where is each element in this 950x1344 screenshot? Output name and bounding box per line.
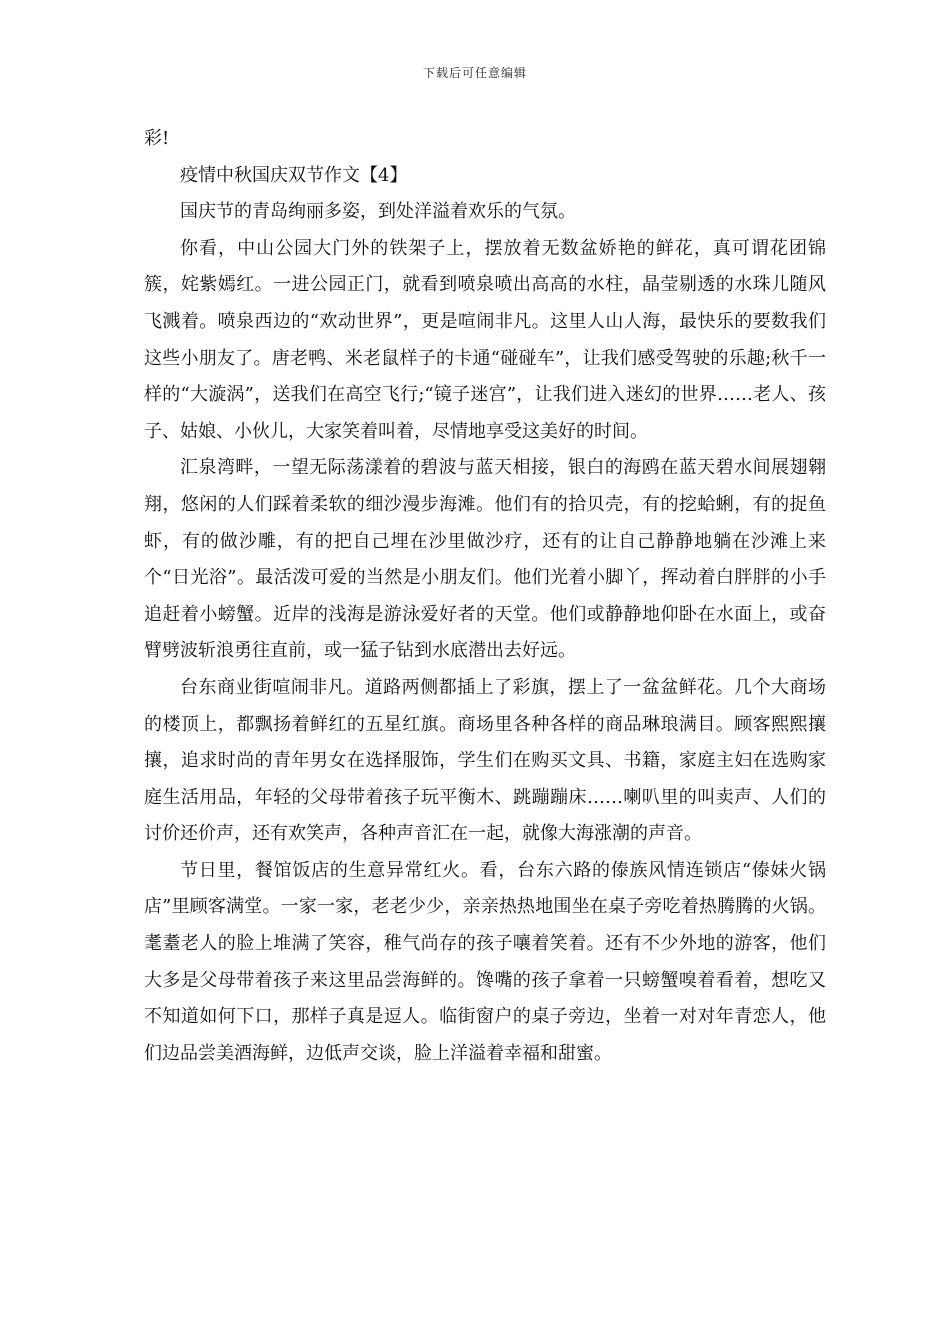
article-heading: 疫情中秋国庆双节作文【4】 — [180, 164, 408, 186]
paragraph-intro: 国庆节的青岛绚丽多姿，到处洋溢着欢乐的气氛。 — [180, 201, 576, 223]
article-body — [144, 121, 826, 1072]
page-header: 下载后可任意编辑 — [422, 66, 527, 80]
paragraph-restaurant: 节日里，餐馆饭店的生意异常红火。看，台东六路的傣族风情连锁店“傣妹火锅店”里顾客满堂。一家一家，老老少少，亲亲热热地围坐在桌子旁吃着热腾腾的火锅。耄耋老人的脸上堆满了笑容，稚气尚存的孩子嚷着笑着。还有不少外地的游客，他们大多是父母带着孩子来这里品尝海鲜的。馋嘴的孩子拿着一只螃蟹嗅着看着，想吃又不知道如何下口，那样子真是逗人。临街窗户的桌子旁边，坐着一对对年青恋人，他们边品尝美酒海鲜，边低声交谈，脸上洋溢着幸福和甜蜜。 — [144, 859, 826, 1064]
paragraph-street: 台东商业街喧闹非凡。道路两侧都插上了彩旗，摆上了一盆盆鲜花。几个大商场的楼顶上，都飘扬着鲜红的五星红旗。商场里各种各样的商品琳琅满目。顾客熙熙攘攘，追求时尚的青年男女在选择服饰，学生们在购买文具、书籍，家庭主妇在选购家庭生活用品，年轻的父母带着孩子玩平衡木、跳蹦蹦床……喇叭里的叫卖声、人们的讨价还价声，还有欢笑声，各种声音汇在一起，就像大海涨潮的声音。 — [144, 676, 826, 845]
paragraph-park: 你看，中山公园大门外的铁架子上，摆放着无数盆娇艳的鲜花，真可谓花团锦簇，姹紫嫣红。一进公园正门，就看到喷泉喷出高高的水柱，晶莹剔透的水珠儿随风飞溅着。喷泉西边的“欢动世界”，更是喧闹非凡。这里人山人海，最快乐的要数我们这些小朋友了。唐老鸭、米老鼠样子的卡通“碰碰车”，让我们感受驾驶的乐趣;秋千一样的“大漩涡”，送我们在高空飞行;“镜子迷宫”，让我们进入迷幻的世界……老人、孩子、姑娘、小伙儿，大家笑着叫着，尽情地享受这美好的时间。 — [144, 237, 826, 442]
paragraph-beach: 汇泉湾畔，一望无际荡漾着的碧波与蓝天相接，银白的海鸥在蓝天碧水间展翅翱翔，悠闲的人们踩着柔软的细沙漫步海滩。他们有的拾贝壳，有的挖蛤蜊，有的捉鱼虾，有的做沙雕，有的把自己埋在沙里做沙疗，还有的让自己静静地躺在沙滩上来个“日光浴”。最活泼可爱的当然是小朋友们。他们光着小脚丫，挥动着白胖胖的小手追赶着小螃蟹。近岸的浅海是游泳爱好者的天堂。他们或静静地仰卧在水面上，或奋臂劈波斩浪勇往直前，或一猛子钻到水底潜出去好远。 — [144, 457, 826, 662]
continuation-text: 彩! — [144, 128, 170, 149]
